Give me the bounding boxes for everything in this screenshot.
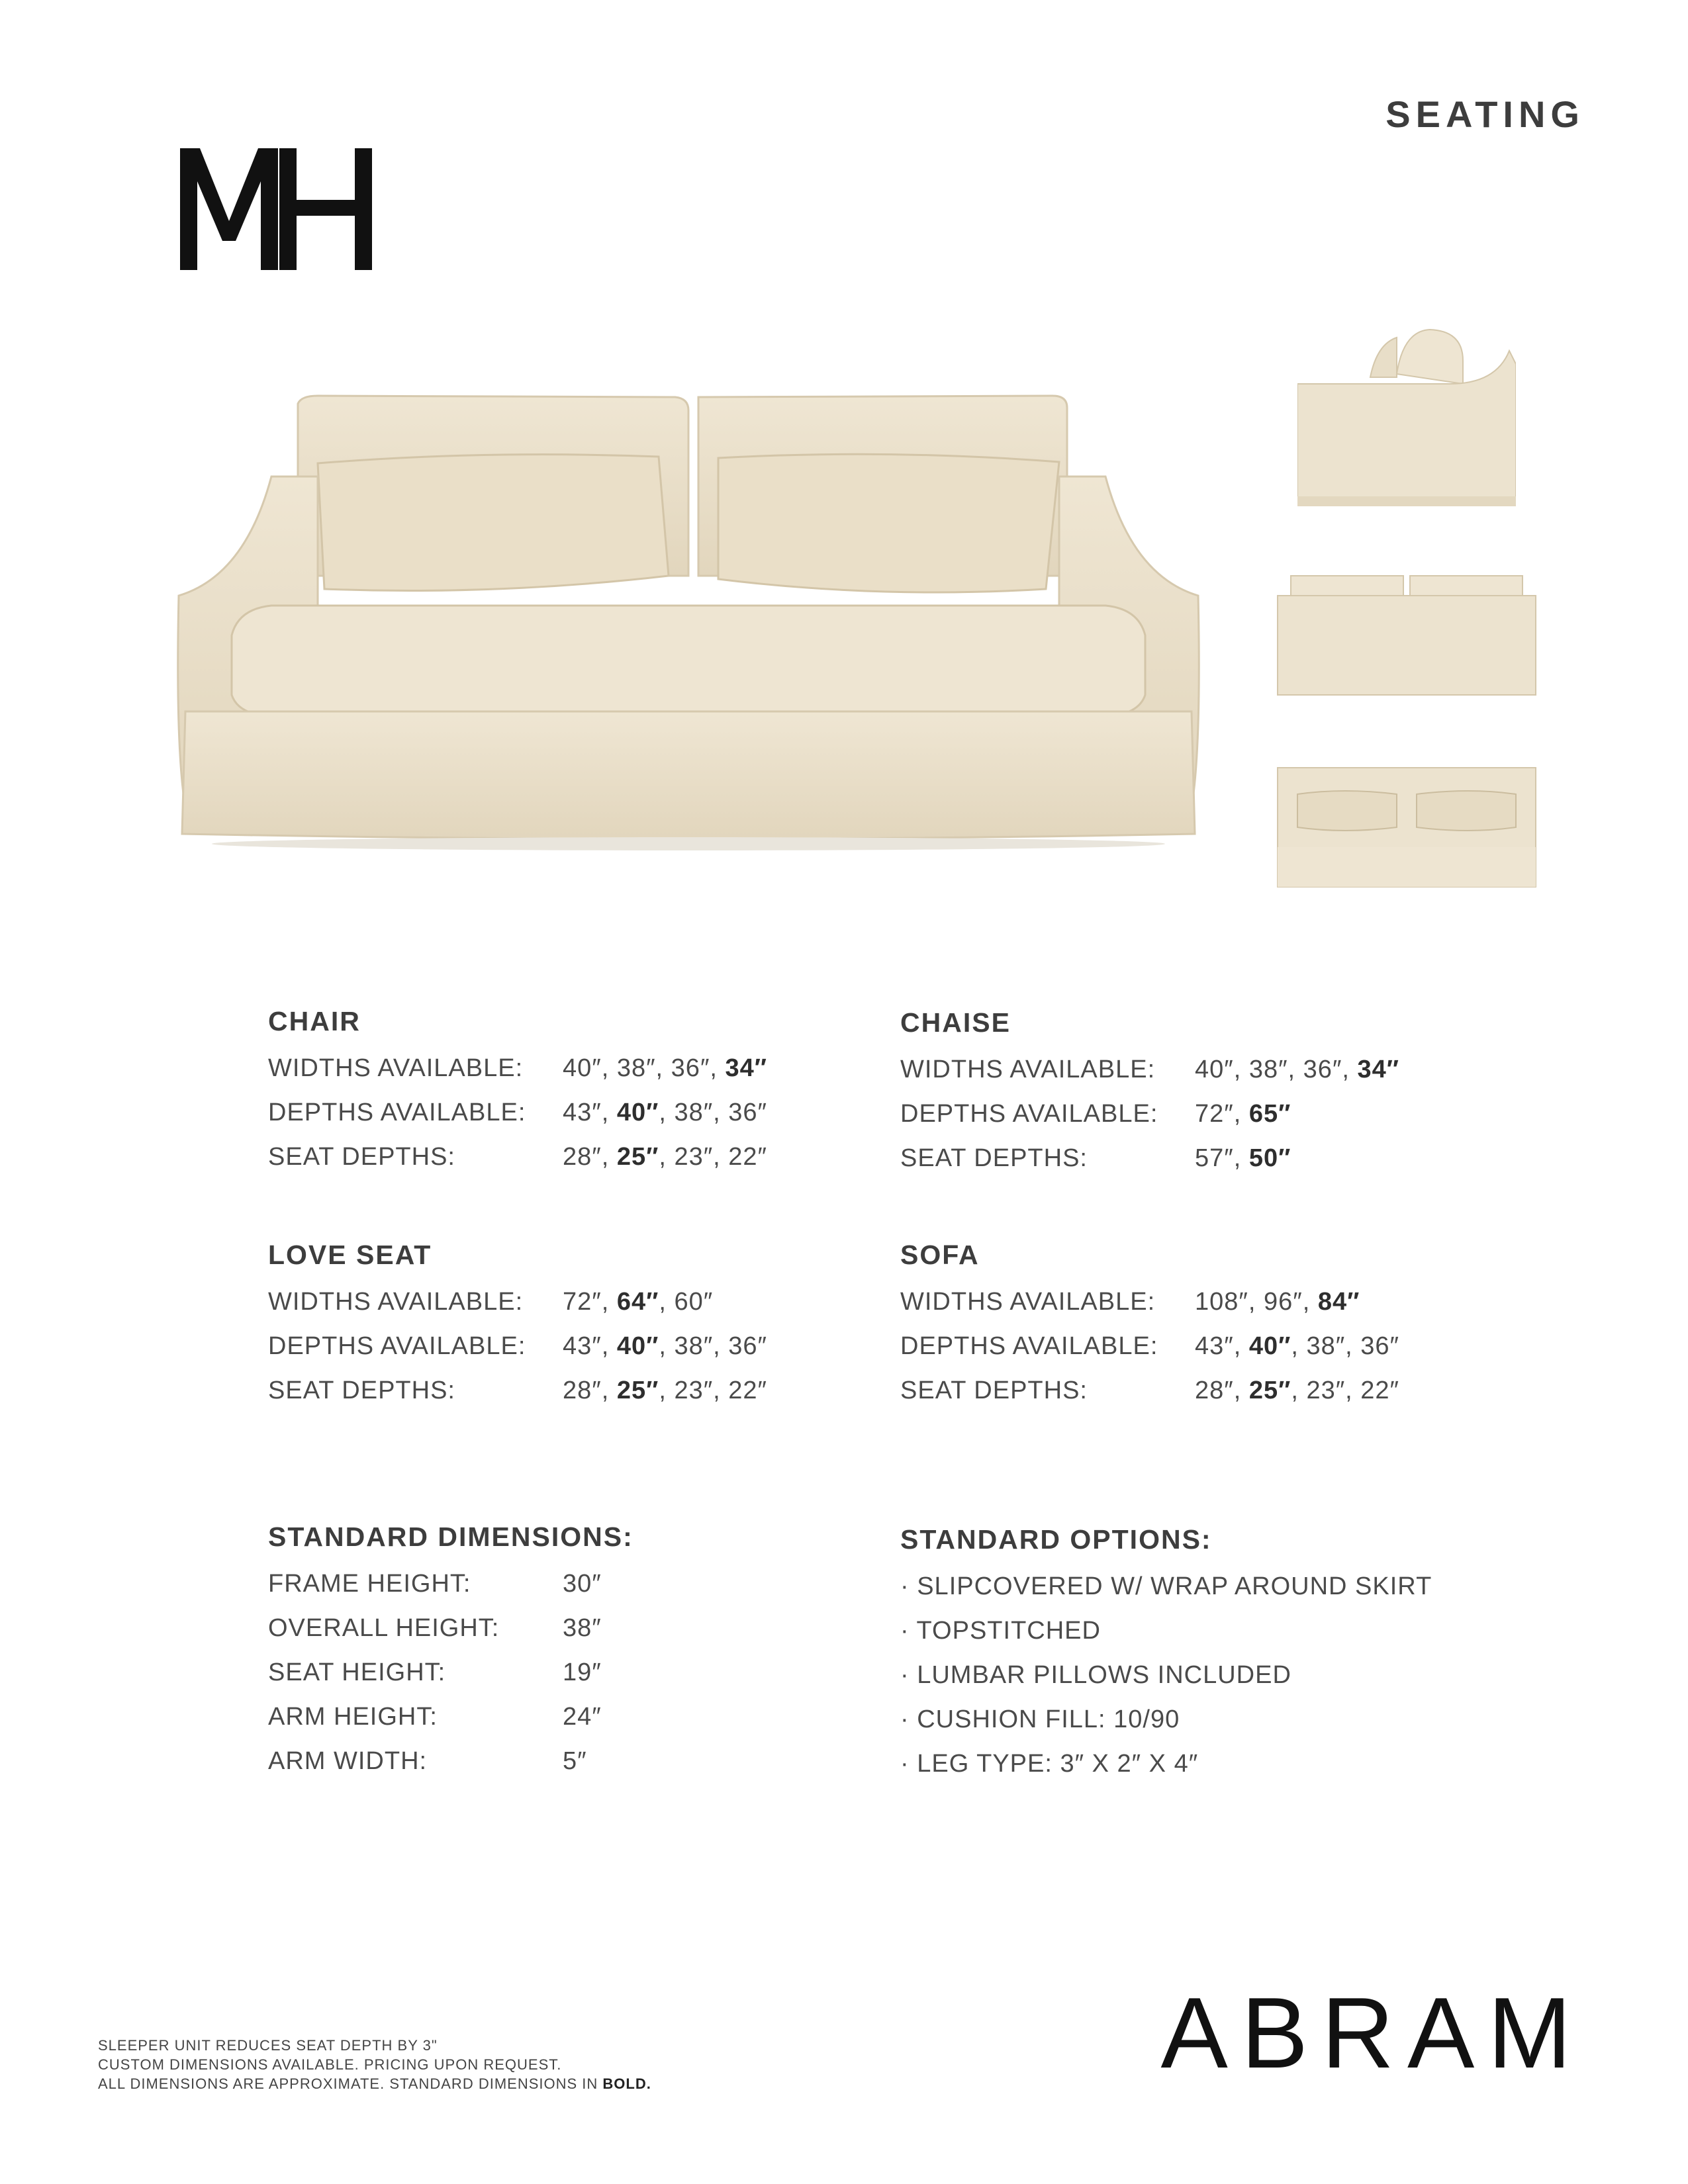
spec-label: WIDTHS AVAILABLE: <box>900 1056 1156 1083</box>
spec-label: WIDTHS AVAILABLE: <box>900 1288 1156 1316</box>
spec-value <box>563 1703 602 1731</box>
spec-label: SEAT DEPTHS: <box>268 1143 455 1171</box>
spec-row <box>268 1046 767 1091</box>
value-text: 28″, <box>1195 1377 1249 1404</box>
standard-value: 34″ <box>1357 1056 1399 1083</box>
standard-value: 50″ <box>1248 1144 1291 1172</box>
value-text: 5″ <box>563 1747 587 1775</box>
spec-row <box>900 1092 1399 1136</box>
sofa-back-photo <box>1271 569 1542 702</box>
footnote-bold: BOLD. <box>602 2075 651 2092</box>
option-item: · CUSHION FILL: 10/90 <box>900 1706 1180 1733</box>
spec-label: SEAT DEPTHS: <box>900 1144 1088 1172</box>
value-text: 38″ <box>563 1614 602 1642</box>
standard-value: 40″ <box>1248 1332 1291 1360</box>
spec-row <box>268 1695 633 1739</box>
section-title: LOVE SEAT <box>268 1240 432 1270</box>
spec-value <box>563 1332 767 1360</box>
footnote-line: CUSTOM DIMENSIONS AVAILABLE. PRICING UPON REQUEST. <box>98 2056 562 2073</box>
spec-label: SEAT DEPTHS: <box>900 1377 1088 1404</box>
value-text: 28″, <box>563 1377 617 1404</box>
spec-value <box>563 1747 587 1775</box>
spec-label: ARM HEIGHT: <box>268 1703 438 1731</box>
spec-row <box>900 1136 1399 1181</box>
brand-wordmark: ABRAM <box>1160 1977 1585 2089</box>
spec-label: SEAT DEPTHS: <box>268 1377 455 1404</box>
standard-value: 25″ <box>616 1143 659 1171</box>
spec-row <box>900 1369 1399 1413</box>
value-text: 72″, <box>563 1288 617 1316</box>
spec-row <box>900 1324 1399 1369</box>
spec-value <box>563 1054 767 1082</box>
spec-value <box>1195 1144 1291 1172</box>
option-item: · SLIPCOVERED W/ WRAP AROUND SKIRT <box>900 1572 1432 1600</box>
spec-value <box>1195 1332 1399 1360</box>
spec-row <box>268 1562 633 1606</box>
spec-label: DEPTHS AVAILABLE: <box>268 1332 526 1360</box>
spec-label: OVERALL HEIGHT: <box>268 1614 500 1642</box>
spec-row <box>268 1606 633 1651</box>
spec-value <box>563 1570 602 1598</box>
footnote-text: ALL DIMENSIONS ARE APPROXIMATE. STANDARD DIMENSIONS IN <box>98 2075 603 2092</box>
section-title: STANDARD DIMENSIONS: <box>268 1522 633 1552</box>
spec-value <box>563 1377 767 1404</box>
standard-value: 25″ <box>1248 1377 1291 1404</box>
spec-row <box>268 1280 767 1324</box>
spec-value <box>1195 1288 1360 1316</box>
option-item: · LEG TYPE: 3″ X 2″ X 4″ <box>900 1750 1199 1778</box>
spec-label: WIDTHS AVAILABLE: <box>268 1288 524 1316</box>
spec-row <box>268 1651 633 1695</box>
standard-value: 40″ <box>616 1099 659 1126</box>
spec-value <box>563 1659 602 1686</box>
section-title: CHAISE <box>900 1007 1011 1038</box>
standard-value: 25″ <box>616 1377 659 1404</box>
value-text: , 38″, 36″ <box>1291 1332 1399 1360</box>
spec-value <box>563 1099 767 1126</box>
sofa-side-photo <box>1297 324 1516 516</box>
standard-value: 40″ <box>616 1332 659 1360</box>
value-text: 24″ <box>563 1703 602 1731</box>
value-text: 43″, <box>563 1332 617 1360</box>
footnote-line: SLEEPER UNIT REDUCES SEAT DEPTH BY 3" <box>98 2037 438 2054</box>
standard-value: 65″ <box>1248 1100 1291 1128</box>
value-text: 19″ <box>563 1659 602 1686</box>
value-text: 43″, <box>563 1099 617 1126</box>
chaise-section <box>900 1004 1399 1181</box>
spec-label: ARM WIDTH: <box>268 1747 428 1775</box>
value-text: 40″, 38″, 36″, <box>563 1054 726 1082</box>
standard-value: 34″ <box>725 1054 767 1082</box>
value-text: 72″, <box>1195 1100 1249 1128</box>
value-text: , 23″, 22″ <box>659 1143 767 1171</box>
spec-label: DEPTHS AVAILABLE: <box>900 1332 1158 1360</box>
spec-label: DEPTHS AVAILABLE: <box>900 1100 1158 1128</box>
chair-section <box>268 1003 767 1179</box>
spec-row <box>900 1280 1399 1324</box>
spec-row <box>268 1369 767 1413</box>
value-text: , 23″, 22″ <box>659 1377 767 1404</box>
sofa-top-photo <box>1271 761 1542 893</box>
value-text: , 38″, 36″ <box>659 1099 767 1126</box>
value-text: 43″, <box>1195 1332 1249 1360</box>
footnote <box>98 2036 651 2093</box>
spec-row <box>268 1324 767 1369</box>
spec-row <box>268 1135 767 1179</box>
spec-value <box>563 1143 767 1171</box>
sofa-front-photo <box>165 377 1211 854</box>
section-title: STANDARD OPTIONS: <box>900 1524 1212 1555</box>
value-text: , 60″ <box>659 1288 714 1316</box>
spec-label: WIDTHS AVAILABLE: <box>268 1054 524 1082</box>
spec-value <box>563 1614 602 1642</box>
sofa-section <box>900 1236 1399 1413</box>
section-title: SOFA <box>900 1240 980 1270</box>
footnote-line <box>98 2074 651 2093</box>
spec-label: FRAME HEIGHT: <box>268 1570 471 1598</box>
standard-value: 64″ <box>616 1288 659 1316</box>
spec-value <box>1195 1056 1399 1083</box>
love-seat-section <box>268 1236 767 1413</box>
standard-dimensions-section <box>268 1518 633 1784</box>
value-text: , 23″, 22″ <box>1291 1377 1399 1404</box>
category-title: SEATING <box>1385 93 1585 135</box>
option-item: · LUMBAR PILLOWS INCLUDED <box>900 1661 1291 1689</box>
mh-logo <box>180 148 372 270</box>
spec-label: SEAT HEIGHT: <box>268 1659 446 1686</box>
spec-label: DEPTHS AVAILABLE: <box>268 1099 526 1126</box>
spec-row <box>268 1091 767 1135</box>
section-title: CHAIR <box>268 1006 361 1036</box>
value-text: , 38″, 36″ <box>659 1332 767 1360</box>
value-text: 40″, 38″, 36″, <box>1195 1056 1358 1083</box>
value-text: 57″, <box>1195 1144 1249 1172</box>
option-item: · TOPSTITCHED <box>900 1617 1101 1645</box>
standard-options-section <box>900 1521 1432 1786</box>
spec-row <box>900 1048 1399 1092</box>
value-text: 30″ <box>563 1570 602 1598</box>
spec-value <box>1195 1377 1399 1404</box>
spec-row <box>268 1739 633 1784</box>
value-text: 108″, 96″, <box>1195 1288 1318 1316</box>
standard-value: 84″ <box>1317 1288 1360 1316</box>
value-text: 28″, <box>563 1143 617 1171</box>
spec-value <box>563 1288 713 1316</box>
spec-value <box>1195 1100 1291 1128</box>
